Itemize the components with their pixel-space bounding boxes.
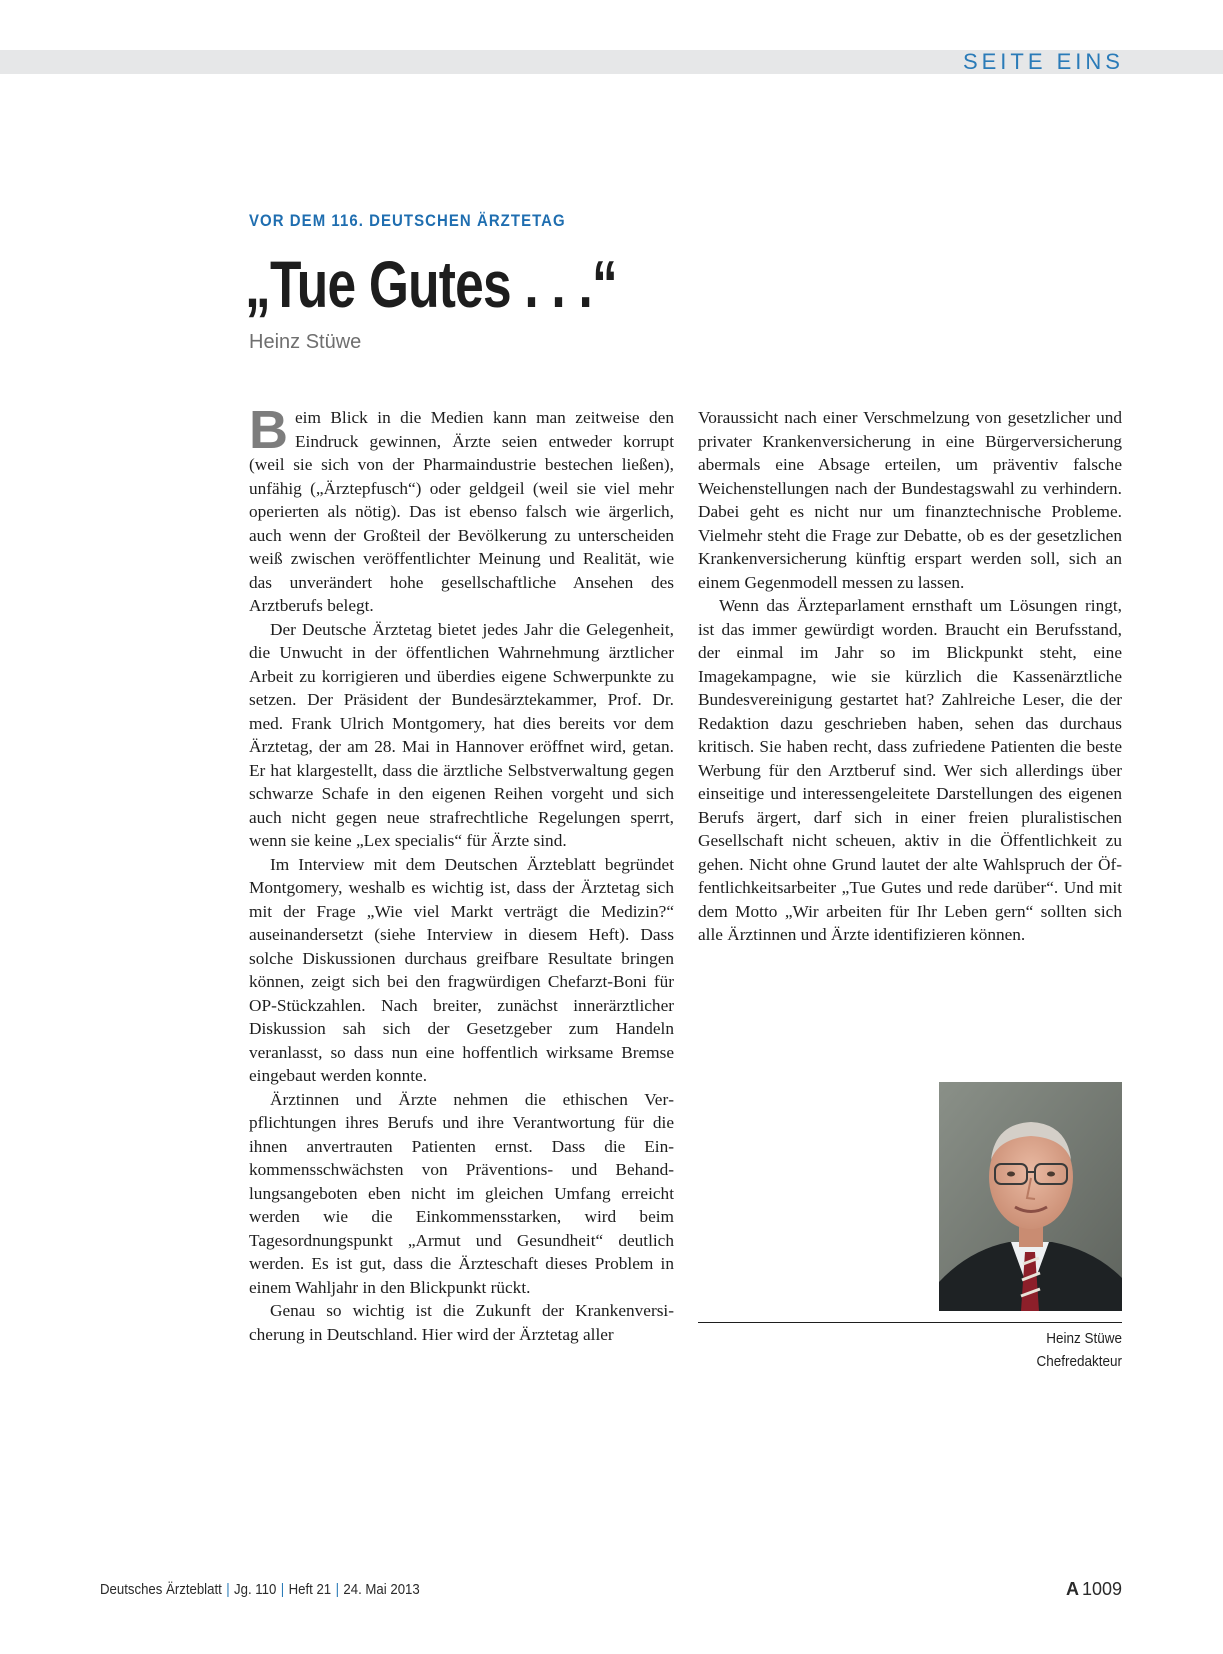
footer-journal: Deutsches Ärzteblatt (100, 1581, 222, 1598)
article-author: Heinz Stüwe (249, 331, 362, 353)
caption-role: Chefredakteur (1036, 1353, 1122, 1370)
footer-volume: Jg. 110 (234, 1581, 277, 1598)
paragraph: Im Interview mit dem Deutschen Ärzteblatt begründet Montgomery, weshalb es wichtig ist, dass der Ärztetag sich mit der Frage „Wie viel Markt verträgt die Medizin?“ auseinandersetzt (siehe Interview in diesem Heft). Dass solche Diskussionen durchaus greifbare Resultate bringen können, zeigt sich bei den fragwürdigen Chefarzt-Boni für OP-Stückzahlen. Nach breiter, zunächst innerärztlicher Diskussion sah sich der Gesetzgeber zum Handeln veranlasst, so dass nun eine hoffentlich wirksame Bremse eingebaut werden konnte. (249, 854, 674, 1085)
drop-cap: B (249, 400, 288, 460)
footer-separator: | (280, 1581, 285, 1598)
paragraph: Der Deutsche Ärztetag bietet jedes Jahr die Gelegenheit, die Unwucht in der öffentlichen Wahrnehmung ärztlicher Arbeit zu korrigieren und überdies eigene Schwerpunkte zu setzen. Der Präsident der Bundesärztekammer, Prof. Dr. med. Frank Ulrich Montgomery, hat dies bereits vor dem Ärztetag, der am 28. Mai in Hannover eröffnet wird, getan. Er hat klargestellt, dass die ärztliche Selbstverwaltung gegen schwarze Schafe in den eigenen Reihen vorgeht und sich auch nicht gegen neue strafrechtliche Regelungen sperrt, wenn sie keine „Lex specialis“ für Ärzte sind. (249, 619, 674, 850)
footer-separator: | (226, 1581, 230, 1598)
caption-name: Heinz Stüwe (1046, 1330, 1122, 1347)
author-portrait (939, 1082, 1122, 1311)
paragraph: Genau so wichtig ist die Zukunft der Krankenversicherung in Deutschland. Hier wird der Ärztetag aller (249, 1301, 674, 1344)
article-column-right (698, 406, 1122, 947)
paragraph: Ärztinnen und Ärzte nehmen die ethischen Verpflichtungen ihres Berufs und ihre Verantwortung für die ihnen anvertrauten Patienten ernst. Dass die Einkommensschwächsten von Präventions- und Behandlungsangeboten eben nicht im gleichen Umfang erreicht werden wie die Einkommensstarken, wird beim Tagesordnungspunkt „Armut und Gesundheit“ deutlich werden. Es ist gut, dass die Ärzteschaft dieses Problem in einem Wahljahr in den Blickpunkt rückt. (249, 1089, 674, 1297)
caption-rule (698, 1322, 1122, 1323)
paragraph-text: eim Blick in die Medien kann man zeitweise den Eindruck gewinnen, Ärzte seien entweder korrupt (weil sie sich von der Pharmaindustrie bestechen ließen), unfähig („Ärztepfusch“) oder geldgeil (weil sie viel mehr operierten als nötig). Das ist ebenso falsch wie ärgerlich, auch wenn der Großteil der Bevölkerung zu unterscheiden weiß zwischen veröffentlichter Meinung und Realität, wie das unverändert hohe gesellschaftliche Ansehen des Arztberufs belegt. (249, 408, 674, 615)
footer-issue: Heft 21 (288, 1581, 332, 1598)
page-prefix: A (1065, 1579, 1079, 1599)
article-title: „Tue Gutes . . .“ (245, 247, 617, 321)
footer-date: 24. Mai 2013 (343, 1581, 420, 1598)
paragraph (249, 400, 674, 618)
photo-caption (1036, 1327, 1122, 1373)
article-kicker: VOR DEM 116. DEUTSCHEN ÄRZTETAG (249, 211, 566, 230)
article-column-left (249, 400, 674, 1346)
page-number (1066, 1579, 1122, 1600)
footer-citation (100, 1581, 420, 1598)
page-number-value: 1009 (1081, 1579, 1122, 1599)
paragraph: Wenn das Ärzteparlament ernsthaft um Lösungen ringt, ist das immer gewürdigt worden. Braucht ein Berufsstand, der einmal im Jahr so im Blickpunkt steht, eine Imagekampagne, wie sie kürzlich die Kassenärztliche Bundesvereinigung gestartet hat? Zahlreiche Leser, die der Redaktion dazu geschrieben haben, sehen das durchaus kritisch. Sie haben recht, dass zufriedene Patienten die beste Werbung für den Arztberuf sind. Wer sich allerdings über einseitige und interessengeleitete Darstellungen des eigenen Berufs ärgert, darf sich in einer freien pluralistischen Gesellschaft nicht scheuen, aktiv in die Öffentlichkeit zu gehen. Nicht ohne Grund lautet der alte Wahlspruch der Öffentlichkeitsarbeiter „Tue Gutes und rede darüber“. Und mit dem Motto „Wir arbeiten für Ihr Leben gern“ sollten sich alle Ärztinnen und Ärzte identifizieren können. (698, 596, 1122, 944)
paragraph: Voraussicht nach einer Verschmelzung von gesetzlicher und privater Krankenversicherung in eine Bürgerversicherung abermals eine Absage erteilen, um präventiv falsche Weichenstellungen nach der Bundestagswahl zu verhindern. Dabei geht es nicht nur um finanztechnische Probleme. Vielmehr steht die Frage zur Debatte, ob es der gesetzlichen Krankenversicherung künftig erspart werden soll, sich an einem Gegenmodell messen zu lassen. (698, 408, 1122, 592)
section-label: SEITE EINS (962, 49, 1124, 74)
footer-separator: | (335, 1581, 340, 1598)
